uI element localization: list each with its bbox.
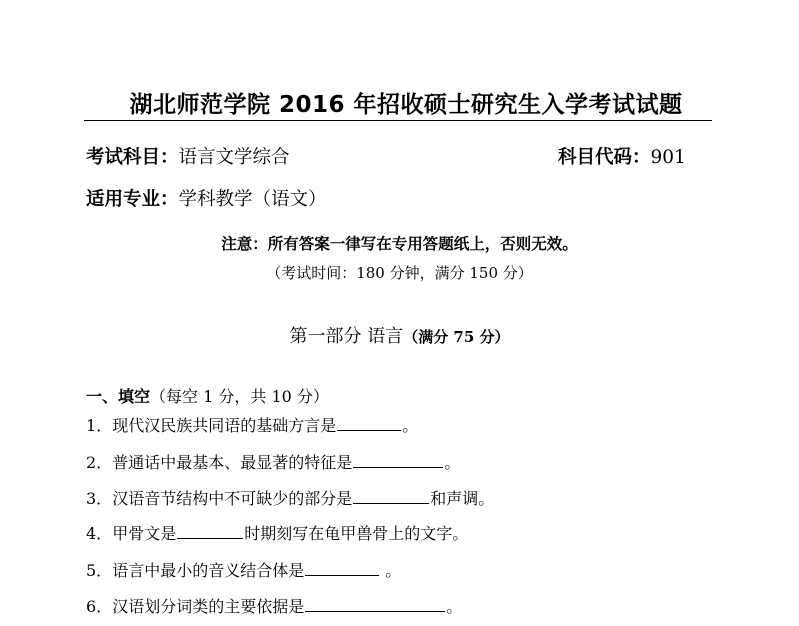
question-suffix: 。 xyxy=(380,561,402,580)
question-suffix: 。 xyxy=(444,453,461,472)
question-4 xyxy=(86,522,468,545)
section-note: （每空 1 分，共 10 分） xyxy=(150,387,329,406)
subject-row xyxy=(86,146,290,170)
part-heading xyxy=(0,322,799,348)
section-heading xyxy=(86,384,329,407)
part-title: 第一部分 语言 xyxy=(289,326,404,347)
question-3 xyxy=(86,487,494,510)
answer-blank xyxy=(305,559,379,576)
question-number: 1． xyxy=(86,416,113,435)
code-row xyxy=(558,146,686,170)
code-label: 科目代码： xyxy=(558,147,651,168)
question-text: 语言中最小的音义结合体是 xyxy=(112,561,305,580)
subject-value: 语言文学综合 xyxy=(178,147,290,168)
title-rule xyxy=(84,120,712,121)
question-suffix: 和声调。 xyxy=(430,489,495,508)
section-title: 一、填空 xyxy=(86,387,151,406)
question-suffix: 。 xyxy=(446,597,463,616)
question-text: 汉语划分词类的主要依据是 xyxy=(112,597,305,616)
subject-label: 考试科目： xyxy=(86,147,179,168)
answer-blank xyxy=(353,487,429,504)
question-2 xyxy=(86,451,460,474)
answer-blank xyxy=(177,522,243,539)
answer-blank xyxy=(353,451,443,468)
major-label: 适用专业： xyxy=(86,189,179,210)
question-suffix: 。 xyxy=(402,416,419,435)
question-text: 普通话中最基本、最显著的特征是 xyxy=(112,453,353,472)
question-number: 3． xyxy=(86,489,113,508)
answer-blank xyxy=(337,414,401,431)
question-number: 5． xyxy=(86,561,113,580)
question-number: 2． xyxy=(86,453,113,472)
part-score: （满分 75 分） xyxy=(403,328,510,346)
question-number: 6． xyxy=(86,597,113,616)
question-number: 4． xyxy=(86,524,113,543)
question-1 xyxy=(86,414,418,437)
answer-blank xyxy=(305,595,445,612)
major-value: 学科教学（语文） xyxy=(178,189,327,210)
question-text: 现代汉民族共同语的基础方言是 xyxy=(112,416,337,435)
code-value: 901 xyxy=(650,147,686,168)
question-6 xyxy=(86,595,462,618)
question-text: 甲骨文是 xyxy=(112,524,177,543)
major-row xyxy=(86,188,327,212)
question-suffix: 时期刻写在龟甲兽骨上的文字。 xyxy=(244,524,469,543)
question-text: 汉语音节结构中不可缺少的部分是 xyxy=(112,489,353,508)
time-info: （考试时间：180 分钟，满分 150 分） xyxy=(266,264,533,282)
exam-title: 湖北师范学院 2016 年招收硕士研究生入学考试试题 xyxy=(129,92,683,118)
question-5 xyxy=(86,559,401,582)
notice-text: 注意：所有答案一律写在专用答题纸上，否则无效。 xyxy=(221,234,578,253)
